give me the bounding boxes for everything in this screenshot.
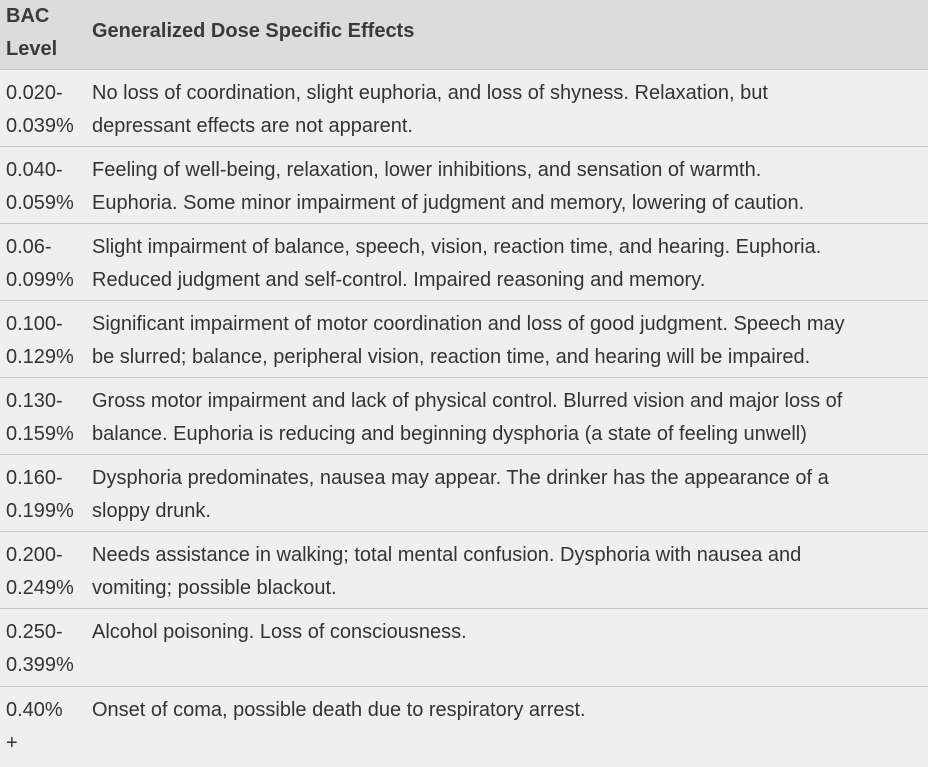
effects-cell bbox=[86, 377, 928, 454]
bac-level-line2: 0.399% bbox=[6, 653, 74, 676]
bac-level-line2: 0.129% bbox=[6, 345, 74, 368]
bac-level-line1: 0.130- bbox=[6, 389, 63, 412]
bac-level-line1: 0.250- bbox=[6, 620, 63, 643]
effects-cell bbox=[86, 300, 928, 377]
header-bac-level-line2: Level bbox=[6, 38, 58, 60]
effects-line2: balance. Euphoria is reducing and beginning dysphoria (a state of feeling unwell) bbox=[92, 422, 807, 445]
bac-level-cell bbox=[0, 686, 86, 764]
bac-level-line2: 0.059% bbox=[6, 191, 74, 214]
bac-level-line2: 0.249% bbox=[6, 576, 74, 599]
bac-level-cell bbox=[0, 146, 86, 223]
effects-cell bbox=[86, 686, 928, 764]
effects-line2: sloppy drunk. bbox=[92, 499, 211, 522]
table-row bbox=[0, 146, 928, 223]
header-bac-level bbox=[0, 0, 86, 69]
bac-level-cell bbox=[0, 300, 86, 377]
effects-cell bbox=[86, 146, 928, 223]
table-row bbox=[0, 686, 928, 764]
effects-line1: Dysphoria predominates, nausea may appear. The drinker has the appearance of a bbox=[92, 466, 829, 489]
table-row bbox=[0, 454, 928, 531]
table-row bbox=[0, 300, 928, 377]
effects-line1: Gross motor impairment and lack of physical control. Blurred vision and major loss of bbox=[92, 389, 843, 412]
header-effects: Generalized Dose Specific Effects bbox=[92, 20, 415, 42]
bac-level-line1: 0.160- bbox=[6, 466, 63, 489]
effects-line2: depressant effects are not apparent. bbox=[92, 114, 413, 137]
effects-line1: Feeling of well-being, relaxation, lower inhibitions, and sensation of warmth. bbox=[92, 158, 762, 181]
table-row bbox=[0, 608, 928, 686]
effects-line1: Onset of coma, possible death due to respiratory arrest. bbox=[92, 698, 586, 721]
bac-level-line2: 0.159% bbox=[6, 422, 74, 445]
effects-line1: Significant impairment of motor coordination and loss of good judgment. Speech may bbox=[92, 312, 845, 335]
table-body bbox=[0, 69, 928, 764]
effects-cell bbox=[86, 69, 928, 146]
bac-level-cell bbox=[0, 608, 86, 686]
effects-cell bbox=[86, 454, 928, 531]
effects-line2: Reduced judgment and self-control. Impaired reasoning and memory. bbox=[92, 268, 706, 291]
bac-level-line2: 0.039% bbox=[6, 114, 74, 137]
header-bac-level-line1: BAC bbox=[6, 5, 50, 27]
effects-line1: Needs assistance in walking; total mental confusion. Dysphoria with nausea and bbox=[92, 543, 802, 566]
bac-level-cell bbox=[0, 223, 86, 300]
effects-line1: No loss of coordination, slight euphoria, and loss of shyness. Relaxation, but bbox=[92, 81, 768, 104]
bac-level-cell bbox=[0, 454, 86, 531]
bac-level-line2: + bbox=[6, 731, 18, 754]
table-row bbox=[0, 223, 928, 300]
effects-cell bbox=[86, 531, 928, 608]
effects-line2: be slurred; balance, peripheral vision, reaction time, and hearing will be impaired. bbox=[92, 345, 811, 368]
bac-level-cell bbox=[0, 69, 86, 146]
table-header bbox=[0, 0, 928, 69]
bac-level-line1: 0.200- bbox=[6, 543, 63, 566]
bac-level-line1: 0.040- bbox=[6, 158, 63, 181]
bac-level-line1: 0.100- bbox=[6, 312, 63, 335]
bac-level-line1: 0.40% bbox=[6, 698, 63, 721]
table-row bbox=[0, 69, 928, 146]
effects-cell bbox=[86, 608, 928, 686]
table-row bbox=[0, 377, 928, 454]
effects-cell bbox=[86, 223, 928, 300]
bac-level-line2: 0.199% bbox=[6, 499, 74, 522]
effects-line1: Slight impairment of balance, speech, vision, reaction time, and hearing. Euphoria. bbox=[92, 235, 822, 258]
bac-level-line1: 0.06- bbox=[6, 235, 52, 258]
effects-line2: Euphoria. Some minor impairment of judgment and memory, lowering of caution. bbox=[92, 191, 805, 214]
header-row bbox=[0, 0, 928, 69]
bac-level-line1: 0.020- bbox=[6, 81, 63, 104]
bac-level-cell bbox=[0, 531, 86, 608]
effects-line2: vomiting; possible blackout. bbox=[92, 576, 337, 599]
bac-level-line2: 0.099% bbox=[6, 268, 74, 291]
table-row bbox=[0, 531, 928, 608]
effects-line1: Alcohol poisoning. Loss of consciousness. bbox=[92, 620, 467, 643]
bac-level-cell bbox=[0, 377, 86, 454]
